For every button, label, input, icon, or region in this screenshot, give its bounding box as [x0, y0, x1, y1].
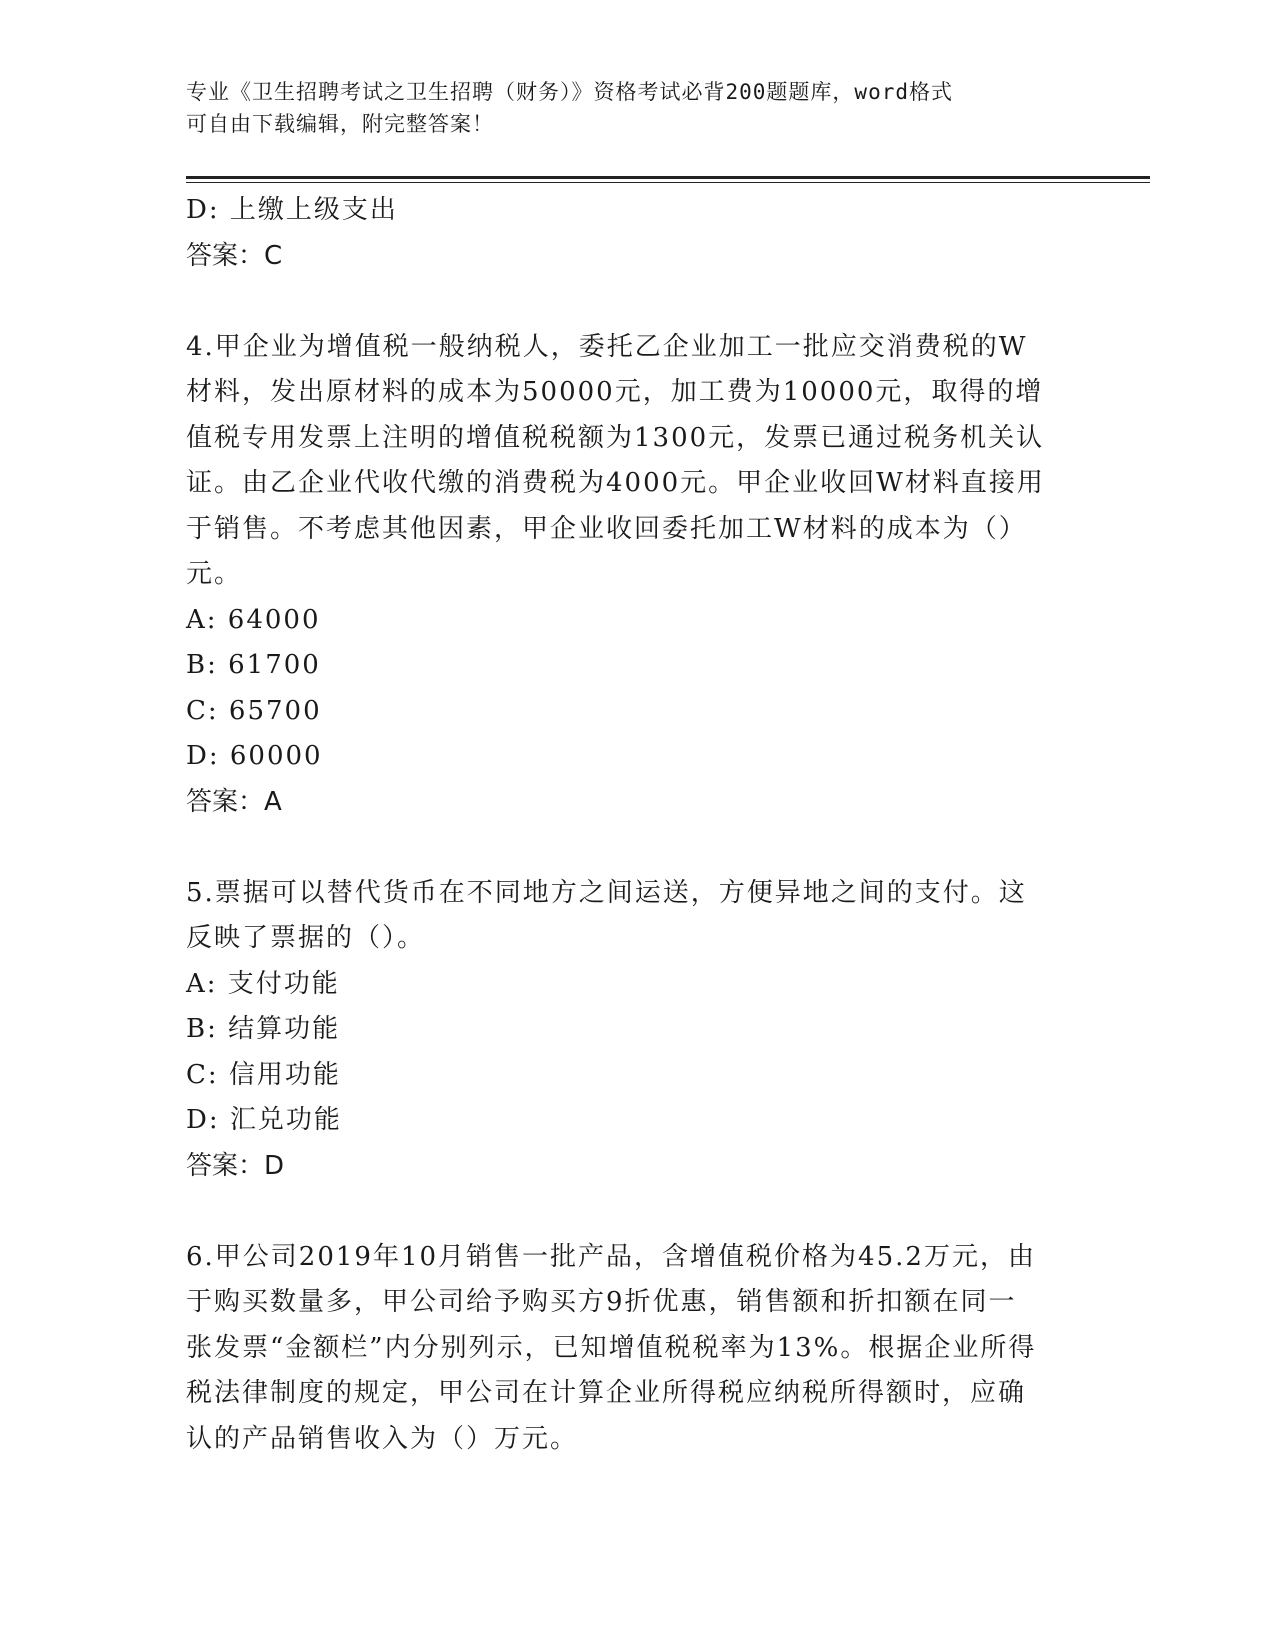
question-4-line: 元。 [186, 559, 243, 589]
question-4-option-a: A: 64000 [186, 604, 321, 635]
question-5 [186, 871, 1086, 962]
question-4-line: 4.甲企业为增值税一般纳税人，委托乙企业加工一批应交消费税的W [186, 331, 1028, 362]
question-6-line: 张发票“金额栏”内分别列示，已知增值税税率为13%。根据企业所得 [186, 1332, 1037, 1363]
question-5-line: 反映了票据的（）。 [186, 923, 426, 953]
spacer [186, 825, 1086, 871]
question-6-line: 6.甲公司2019年10月销售一批产品，含增值税价格为45.2万元，由 [186, 1241, 1036, 1272]
question-4-line: 于销售。不考虑其他因素，甲企业收回委托加工W材料的成本为（） [186, 513, 1027, 544]
spacer [186, 1189, 1086, 1235]
question-4-line: 证。由乙企业代收代缴的消费税为4000元。甲企业收回W材料直接用 [186, 468, 1045, 498]
question-5-option-d: D: 汇兑功能 [186, 1105, 342, 1135]
question-6 [186, 1235, 1086, 1463]
question-4-line: 值税专用发票上注明的增值税税额为1300元，发票已通过税务机关认 [186, 422, 1045, 453]
question-4-option-b: B: 61700 [186, 650, 321, 680]
question-6-line: 于购买数量多，甲公司给予购买方9折优惠，销售额和折扣额在同一 [186, 1287, 1017, 1317]
question-6-line: 税法律制度的规定，甲公司在计算企业所得税应纳税所得额时，应确 [186, 1378, 1027, 1408]
question-5-option-b: B: 结算功能 [186, 1014, 341, 1044]
document-body [186, 188, 1086, 1462]
question-4-answer: 答案：A [186, 786, 282, 817]
prev-answer: 答案：C [186, 240, 283, 271]
question-4 [186, 325, 1086, 598]
question-5-answer: 答案：D [186, 1150, 285, 1181]
header-rule-thin [186, 182, 1150, 183]
question-5-option-c: C: 信用功能 [186, 1059, 341, 1090]
prev-option-d: D: 上缴上级支出 [186, 195, 398, 225]
question-5-option-a: A: 支付功能 [186, 968, 340, 999]
spacer [186, 279, 1086, 325]
header-line-2: 可自由下载编辑，附完整答案！ [186, 112, 494, 136]
question-6-line: 认的产品销售收入为（）万元。 [186, 1423, 579, 1454]
question-4-option-c: C: 65700 [186, 695, 322, 726]
document-header [186, 76, 1086, 140]
question-4-option-d: D: 60000 [186, 741, 323, 771]
header-rule-thick [186, 176, 1150, 179]
question-5-line: 5.票据可以替代货币在不同地方之间运送，方便异地之间的支付。这 [186, 877, 1027, 908]
question-4-line: 材料，发出原材料的成本为50000元，加工费为10000元，取得的增 [186, 377, 1044, 407]
header-line-1: 专业《卫生招聘考试之卫生招聘（财务）》资格考试必背200题题库，word格式 [186, 80, 953, 104]
